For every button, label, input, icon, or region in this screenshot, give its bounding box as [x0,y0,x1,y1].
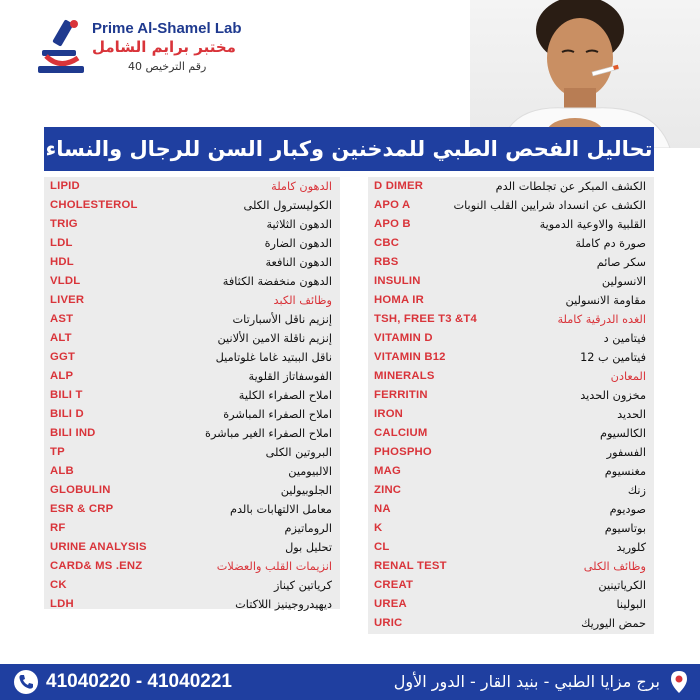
test-name-ar: املاح الصفراء المباشرة [223,408,332,421]
test-code: FERRITIN [374,389,428,401]
right-test-row [368,405,654,424]
test-name-ar: الدهون كاملة [271,180,332,193]
test-name-ar: سكر صائم [596,256,646,269]
test-code: TP [50,446,65,458]
test-code: RF [50,522,66,534]
page-title: تحاليل الفحص الطبي للمدخنين وكبار السن للرجال والنساء [44,127,654,171]
test-code: RBS [374,256,399,268]
left-test-row [44,177,340,196]
test-code: GLOBULIN [50,484,111,496]
left-test-row [44,443,340,462]
test-code: HOMA IR [374,294,424,306]
test-name-ar: كلوريد [616,541,646,554]
test-name-ar: كرياتين كيناز [273,579,332,592]
test-code: LIPID [50,180,80,192]
test-code: PHOSPHO [374,446,432,458]
left-test-row [44,367,340,386]
test-name-ar: القلبية والاوعية الدموية [539,218,646,231]
test-code: CL [374,541,390,553]
right-test-row [368,367,654,386]
test-code: RENAL TEST [374,560,447,572]
test-name-ar: الكالسيوم [599,427,646,440]
test-name-ar: الفوسفاتاز القلوية [248,370,332,383]
left-test-row [44,595,340,614]
test-code: TSH, FREE T3 &T4 [374,313,478,325]
left-test-row [44,310,340,329]
test-name-ar: وظائف الكبد [273,294,332,307]
test-name-ar: انزيمات القلب والعضلات [216,560,332,573]
left-test-row [44,196,340,215]
right-test-row [368,614,654,633]
test-name-ar: الكشف عن انسداد شرايين القلب النوبات [453,199,646,212]
test-name-ar: إنزيم ناقل الأسبارتات [232,313,332,326]
left-test-row [44,557,340,576]
test-code: UREA [374,598,407,610]
test-code: URIC [374,617,403,629]
right-test-row [368,196,654,215]
left-test-row [44,519,340,538]
left-test-row [44,215,340,234]
right-test-row [368,443,654,462]
microscope-icon [34,18,90,78]
test-code: MAG [374,465,401,477]
right-test-row [368,519,654,538]
test-name-ar: ديهيدروجينيز اللاكتات [235,598,332,611]
smoker-illustration [470,0,700,148]
test-code: ZINC [374,484,402,496]
right-test-row [368,177,654,196]
left-test-row [44,481,340,500]
left-test-row [44,405,340,424]
test-name-ar: إنزيم ناقلة الامين الألانين [217,332,332,345]
test-code: HDL [50,256,74,268]
test-name-ar: الفسفور [606,446,646,459]
test-name-ar: الانسولين [601,275,646,288]
left-test-row [44,272,340,291]
test-name-ar: الحديد [617,408,646,421]
right-test-row [368,272,654,291]
test-code: BILI D [50,408,84,420]
right-test-row [368,576,654,595]
test-name-ar: البروتين الكلى [265,446,332,459]
test-name-ar: الدهون النافعة [265,256,332,269]
test-name-ar: زنك [627,484,646,497]
right-test-row [368,538,654,557]
left-test-row [44,253,340,272]
right-test-row [368,386,654,405]
test-code: APO B [374,218,411,230]
logo-name-ar: مختبر برايم الشامل [92,38,236,56]
right-test-row [368,253,654,272]
test-code: BILI IND [50,427,96,439]
test-code: VLDL [50,275,81,287]
left-test-row [44,424,340,443]
right-test-row [368,310,654,329]
right-test-row [368,329,654,348]
right-test-row [368,424,654,443]
test-name-ar: مقاومة الانسولين [565,294,646,307]
test-name-ar: البولينا [616,598,646,611]
right-test-row [368,595,654,614]
phone-numbers[interactable]: 41040220 - 41040221 [46,671,232,692]
test-name-ar: حمض اليوريك [581,617,646,630]
test-name-ar: املاح الصفراء الكلية [238,389,332,402]
right-test-row [368,234,654,253]
left-test-row [44,348,340,367]
test-name-ar: الدهون الثلاثية [266,218,332,231]
right-test-row [368,215,654,234]
test-code: LDH [50,598,74,610]
test-code: ALT [50,332,72,344]
test-name-ar: فيتامين ب 12 [580,351,646,364]
test-code: TRIG [50,218,78,230]
address: برج مزايا الطبي - بنيد القار - الدور الأول [393,672,660,691]
left-test-row [44,538,340,557]
phone-icon [14,670,38,694]
right-test-row [368,291,654,310]
smoker-photo [470,0,700,148]
test-name-ar: الكرياتينين [598,579,646,592]
test-name-ar: تحليل بول [285,541,332,554]
right-test-row [368,348,654,367]
location-pin-icon [668,670,690,694]
lab-logo [34,18,244,88]
test-code: VITAMIN D [374,332,433,344]
right-tests-panel [368,177,654,634]
test-code: INSULIN [374,275,421,287]
left-tests-panel [44,177,340,609]
test-code: GGT [50,351,76,363]
test-name-ar: ناقل الببتيد غاما غلوتاميل [215,351,332,364]
test-code: LIVER [50,294,85,306]
test-name-ar: بوتاسيوم [604,522,646,535]
test-name-ar: صوديوم [609,503,646,516]
left-test-row [44,500,340,519]
test-name-ar: فيتامين د [603,332,646,345]
left-test-row [44,462,340,481]
right-test-row [368,500,654,519]
test-code: CALCIUM [374,427,428,439]
test-name-ar: الروماتيزم [284,522,332,535]
test-name-ar: الغده الدرقية كاملة [557,313,646,326]
left-test-row [44,386,340,405]
test-name-ar: وظائف الكلى [583,560,646,573]
test-code: MINERALS [374,370,435,382]
test-name-ar: الدهون منخفضة الكثافة [222,275,332,288]
footer-bar [0,664,700,700]
test-code: CARD& MS .ENZ [50,560,143,572]
license-number: رقم الترخيص 40 [128,60,207,73]
test-code: NA [374,503,391,515]
test-name-ar: الجلوبيولين [280,484,332,497]
test-code: URINE ANALYSIS [50,541,147,553]
test-name-ar: معامل الالتهابات بالدم [230,503,332,516]
test-code: ESR & CRP [50,503,114,515]
right-test-row [368,462,654,481]
right-test-row [368,481,654,500]
test-code: K [374,522,383,534]
test-code: AST [50,313,74,325]
test-name-ar: الالبيومين [288,465,332,478]
left-test-row [44,234,340,253]
test-code: CHOLESTEROL [50,199,138,211]
logo-name-en: Prime Al-Shamel Lab [92,20,242,37]
left-test-row [44,291,340,310]
right-test-row [368,557,654,576]
test-code: BILI T [50,389,83,401]
test-name-ar: املاح الصفراء الغير مباشرة [205,427,332,440]
test-name-ar: الكشف المبكر عن تجلطات الدم [495,180,646,193]
left-test-row [44,329,340,348]
test-code: D DIMER [374,180,424,192]
test-code: APO A [374,199,411,211]
test-code: CBC [374,237,400,249]
test-name-ar: الدهون الضارة [264,237,332,250]
test-name-ar: صورة دم كاملة [575,237,646,250]
test-name-ar: مغنسيوم [604,465,646,478]
test-code: ALP [50,370,74,382]
left-test-row [44,576,340,595]
test-name-ar: الكوليسترول الكلى [243,199,332,212]
test-code: CK [50,579,67,591]
test-code: ALB [50,465,74,477]
test-code: IRON [374,408,404,420]
test-code: VITAMIN B12 [374,351,446,363]
test-name-ar: المعادن [610,370,646,383]
test-code: CREAT [374,579,414,591]
test-code: LDL [50,237,73,249]
test-name-ar: مخزون الحديد [580,389,646,402]
